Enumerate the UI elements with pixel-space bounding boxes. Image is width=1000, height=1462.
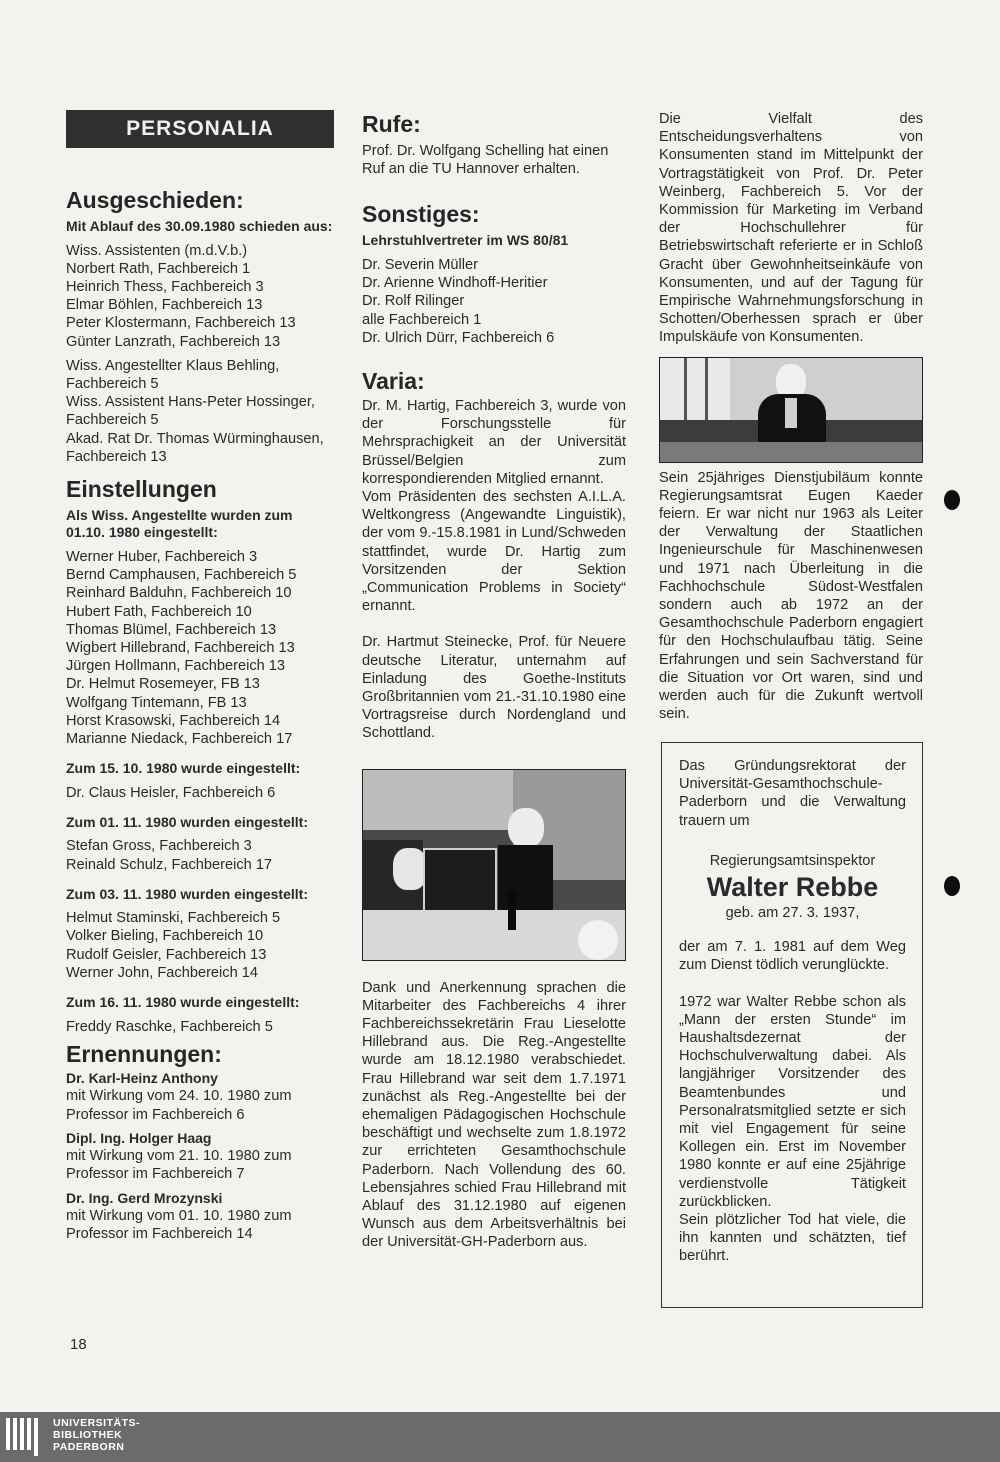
list-item: alle Fachbereich 1 — [362, 311, 482, 328]
right-paragraph-1: Die Vielfalt des Entscheidungsverhaltens von Konsumenten stand im Mittelpunkt der Vortragstätigkeit von Prof. Dr. Peter Weinberg, Fachbereich 5. Vor der Kommission für Marketing im Verband der Hochschullehrer für Betriebswirtschaft referierte er in Schloß Gracht über Gewohnheitseinkäufe von Konsumenten, und auf der Tagung für Empirische Wahrnehmungsforschung in Schotten/Oberhessen sprach er über Impulskäufe von Konsumenten. — [659, 111, 923, 346]
ernennung-name-1: Dr. Karl-Heinz Anthony — [66, 1069, 218, 1086]
library-footer — [0, 1412, 1000, 1462]
ernennung-text-2: mit Wirkung vom 21. 10. 1980 zum Professor im Fachbereich 7 — [66, 1148, 292, 1183]
list-item: Dr. Ulrich Dürr, Fachbereich 6 — [362, 329, 555, 346]
library-name — [53, 1417, 140, 1453]
list-item: Wigbert Hillebrand, Fachbereich 13 — [66, 639, 295, 656]
punch-hole — [944, 490, 960, 510]
ernennung-text-1: mit Wirkung vom 24. 10. 1980 zum Professor im Fachbereich 6 — [66, 1088, 292, 1123]
ausgeschieden-group2 — [66, 357, 334, 466]
library-name-line1: UNIVERSITÄTS- — [53, 1417, 141, 1429]
page-number: 18 — [70, 1336, 87, 1353]
heading-sonstiges: Sonstiges: — [362, 201, 480, 228]
right-paragraph-2: Sein 25jähriges Dienstjubiläum konnte Regierungsamtsrat Eugen Kaeder feiern. Er war nicht nur 1963 als Leiter der Verwaltung der Staatlichen Ingenieurschule für Maschinenwesen und 1971 nach Überleitung in die Fachhochschule Südost-Westfalen sondern auch ab 1972 an der Gesamthochschule Paderborn engagiert für den Hochschulaufbau tätig. Seine Erfahrungen und sein Sachverstand für die Situation vor Ort waren, sind und werden auch für die Zukunft wertvoll sein. — [659, 469, 923, 723]
list-item: Wiss. Angestellter Klaus Behling, Fachbereich 5 — [66, 357, 280, 392]
list-item: Helmut Staminski, Fachbereich 5 — [66, 910, 281, 927]
library-logo-icon — [4, 1418, 40, 1456]
obituary-title: Regierungsamtsinspektor — [709, 852, 876, 869]
heading-varia: Varia: — [362, 367, 425, 394]
heading-ernennungen: Ernennungen: — [66, 1040, 222, 1067]
list-item: Akad. Rat Dr. Thomas Würminghausen, Fachbereich 13 — [66, 430, 324, 465]
list-item: Volker Bieling, Fachbereich 10 — [66, 928, 264, 945]
list-item: Elmar Böhlen, Fachbereich 13 — [66, 297, 263, 314]
list-item: Dr. Rolf Rilinger — [362, 293, 465, 310]
einstellung-group5-list — [66, 1018, 334, 1036]
einstellung-group3-title: Zum 01. 11. 1980 wurden eingestellt: — [66, 813, 308, 830]
ernennung-name-3: Dr. Ing. Gerd Mrozynski — [66, 1189, 223, 1206]
section-badge: PERSONALIA — [66, 110, 334, 148]
ausgeschieden-intro: Mit Ablauf des 30.09.1980 schieden aus: — [66, 218, 333, 234]
list-item: Günter Lanzrath, Fachbereich 13 — [66, 333, 281, 350]
heading-einstellungen: Einstellungen — [66, 475, 217, 502]
column-right — [659, 110, 923, 723]
varia-paragraph-3: Dr. Hartmut Steinecke, Prof. für Neuere deutsche Literatur, unternahm auf Einladung des Goethe-Instituts Großbritannien vom 21.-31.10.1980 eine Vortragsreise durch Nordengland und Schottland. — [362, 634, 626, 742]
obituary-died: der am 7. 1. 1981 auf dem Weg zum Dienst tödlich verunglückte. — [679, 939, 906, 974]
photo-farewell — [362, 769, 626, 961]
einstellung-group2-title: Zum 15. 10. 1980 wurde eingestellt: — [66, 760, 301, 777]
list-item: Dr. Helmut Rosemeyer, FB 13 — [66, 676, 260, 693]
list-item: Reinhard Balduhn, Fachbereich 10 — [66, 585, 292, 602]
ausgeschieden-group1 — [66, 242, 334, 351]
list-item: Wolfgang Tintemann, FB 13 — [66, 694, 247, 711]
list-item: Freddy Raschke, Fachbereich 5 — [66, 1018, 273, 1035]
list-item: Dr. Severin Müller — [362, 256, 478, 273]
varia-paragraph-1: Dr. M. Hartig, Fachbereich 3, wurde von der Forschungsstelle für Mehrsprachigkeit an der Universität Brüssel/Belgien zum korrespondierenden Mitglied ernannt. — [362, 397, 626, 487]
sonstiges-list — [362, 256, 626, 347]
column-rufe-varia — [362, 110, 626, 1252]
punch-hole — [944, 876, 960, 896]
list-item: Dr. Claus Heisler, Fachbereich 6 — [66, 784, 276, 801]
list-item: Horst Krasowski, Fachbereich 14 — [66, 712, 281, 729]
einstellungen-list — [66, 548, 334, 748]
list-item: Werner John, Fachbereich 14 — [66, 964, 258, 981]
photo-portrait — [659, 357, 923, 463]
list-item: Thomas Blümel, Fachbereich 13 — [66, 621, 277, 638]
list-item: Heinrich Thess, Fachbereich 3 — [66, 278, 264, 295]
library-name-line3: PADERBORN — [53, 1441, 125, 1453]
list-item: Dr. Arienne Windhoff-Heritier — [362, 275, 548, 292]
column-personalia — [66, 110, 334, 1244]
photo-caption: Dank und Anerkennung sprachen die Mitarbeiter des Fachbereichs 4 ihrer Fachbereichssekretärin Frau Lieselotte Hillebrand aus. Die Reg.-Angestellte wurde am 18.12.1980 verabschiedet. Frau Hillebrand war seit dem 1.7.1971 zunächst als Reg.-Angestellte bei der ehemaligen Pädagogischen Hochschule beschäftigt und wechselte zum 1.8.1972 zur errichteten Gesamthochschule Paderborn. Nach Vollendung des 60. Lebensjahres schied Frau Hillebrand mit Ablauf des 31.12.1980 auf eigenen Wunsch aus dem Arbeitsverhältnis bei der Universität-GH-Paderborn aus. — [362, 979, 626, 1251]
einstellung-group4-list — [66, 909, 334, 982]
library-name-line2: BIBLIOTHEK — [53, 1429, 123, 1441]
list-item: Norbert Rath, Fachbereich 1 — [66, 260, 251, 277]
ernennung-text-3: mit Wirkung vom 01. 10. 1980 zum Professor im Fachbereich 14 — [66, 1208, 292, 1243]
obituary-paragraph-2: Sein plötzlicher Tod hat viele, die ihn kannten und schätzten, tief berührt. — [679, 1212, 906, 1265]
einstellungen-intro: Als Wiss. Angestellte wurden zum 01.10. 1980 eingestellt: — [66, 506, 293, 541]
varia-paragraph-2: Vom Präsidenten des sechsten A.I.L.A. Weltkongress (Angewandte Linguistik), der vom 9.-15.8.1981 in Lund/Schweden stattfindet, wurde Dr. Hartig zum Vorsitzenden der Sektion „Communication Problems in Society“ ernannt. — [362, 488, 626, 615]
list-item: Hubert Fath, Fachbereich 10 — [66, 603, 252, 620]
list-item: Peter Klostermann, Fachbereich 13 — [66, 315, 296, 332]
obituary-paragraph-1: 1972 war Walter Rebbe schon als „Mann der ersten Stunde“ im Haushaltsdezernat der Hochschulverwaltung dabei. Als langjähriger Vorsitzender des Beamtenbundes und Personalratsmitglied setzte er sich mit viel Engagement für seine Kollegen ein. Erst im November 1980 konnte er auf eine 25jährige verdienstvolle Tätigkeit zurückblicken. — [679, 993, 906, 1210]
einstellung-group2-list — [66, 784, 334, 802]
obituary-box — [661, 742, 923, 1308]
rufe-text: Prof. Dr. Wolfgang Schelling hat einen Ruf an die TU Hannover erhalten. — [362, 143, 609, 178]
obituary-intro: Das Gründungsrektorat der Universität-Gesamthochschule-Paderborn und die Verwaltung trauern um — [679, 758, 906, 829]
list-item: Wiss. Assistenten (m.d.V.b.) — [66, 242, 248, 259]
einstellung-group3-list — [66, 837, 334, 873]
einstellung-group5-title: Zum 16. 11. 1980 wurde eingestellt: — [66, 994, 300, 1011]
list-item: Rudolf Geisler, Fachbereich 13 — [66, 946, 267, 963]
list-item: Wiss. Assistent Hans-Peter Hossinger, Fachbereich 5 — [66, 394, 315, 429]
list-item: Marianne Niedack, Fachbereich 17 — [66, 730, 293, 747]
list-item: Jürgen Hollmann, Fachbereich 13 — [66, 658, 286, 675]
sonstiges-sub: Lehrstuhlvertreter im WS 80/81 — [362, 232, 569, 249]
ernennung-name-2: Dipl. Ing. Holger Haag — [66, 1129, 212, 1146]
list-item: Reinald Schulz, Fachbereich 17 — [66, 856, 273, 873]
obituary-born: geb. am 27. 3. 1937, — [725, 905, 860, 922]
heading-ausgeschieden: Ausgeschieden: — [66, 187, 244, 213]
heading-rufe: Rufe: — [362, 111, 421, 137]
obituary-name: Walter Rebbe — [706, 872, 879, 903]
einstellung-group4-title: Zum 03. 11. 1980 wurden eingestellt: — [66, 885, 308, 902]
list-item: Bernd Camphausen, Fachbereich 5 — [66, 567, 297, 584]
list-item: Werner Huber, Fachbereich 3 — [66, 548, 258, 565]
list-item: Stefan Gross, Fachbereich 3 — [66, 838, 252, 855]
